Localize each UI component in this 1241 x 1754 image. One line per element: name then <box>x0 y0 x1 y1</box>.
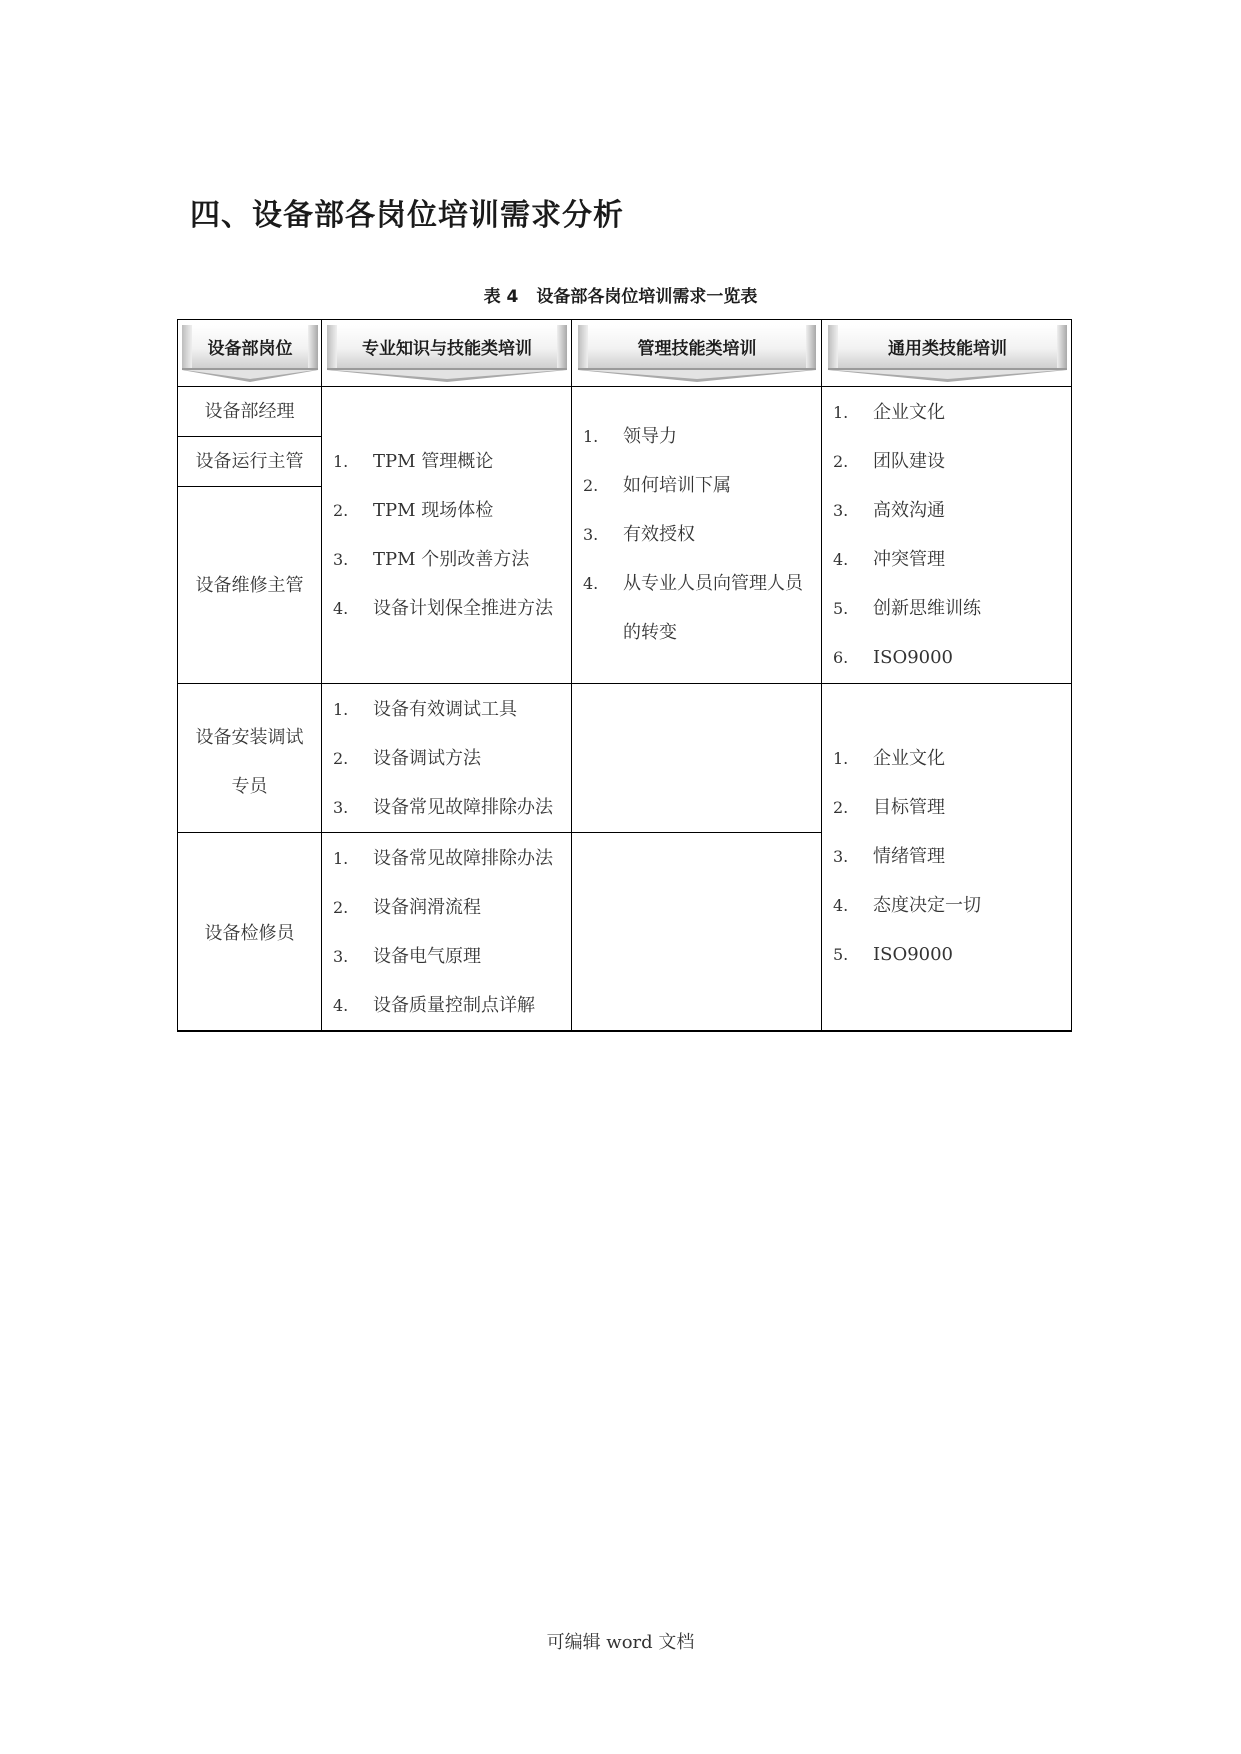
list-item: 4. 设备质量控制点详解 <box>333 995 535 1016</box>
table-caption <box>0 282 1241 307</box>
page-heading: 四、设备部各岗位培训需求分析 <box>190 198 624 233</box>
general-list-group1 <box>833 388 981 682</box>
header-general-label: 通用类技能培训 <box>888 339 1007 359</box>
list-item: 3. 高效沟通 <box>833 500 945 521</box>
row-divider <box>178 683 1071 684</box>
table-number: 表 4 <box>483 287 519 307</box>
professional-list-group1 <box>333 437 553 633</box>
position-install-line2: 专员 <box>231 776 268 797</box>
header-general <box>828 325 1067 384</box>
header-management-label: 管理技能类培训 <box>637 339 757 359</box>
list-item: 2. 目标管理 <box>833 797 945 818</box>
header-position <box>182 325 318 384</box>
list-item: 4. 设备计划保全推进方法 <box>333 598 553 619</box>
position-install-line1: 设备安装调试 <box>195 727 304 748</box>
management-list-group1 <box>583 412 803 657</box>
list-item: 的转变 <box>623 622 677 643</box>
list-item: 2. TPM 现场体检 <box>333 500 494 521</box>
list-item: 2. 团队建设 <box>833 451 945 472</box>
list-item: 5. ISO9000 <box>833 944 954 965</box>
list-item: 3. 有效授权 <box>583 524 695 545</box>
professional-list-install <box>333 685 553 832</box>
header-professional <box>327 325 567 384</box>
list-item: 2. 如何培训下属 <box>583 475 731 496</box>
list-item: 2. 设备调试方法 <box>333 748 481 769</box>
list-item: 3. TPM 个别改善方法 <box>333 549 530 570</box>
general-list-group2 <box>833 734 981 979</box>
training-needs-table <box>177 319 1072 1032</box>
list-item: 4. 从专业人员向管理人员 <box>583 573 803 594</box>
header-position-label: 设备部岗位 <box>207 339 293 359</box>
row-divider <box>178 832 821 833</box>
column-divider <box>821 320 822 1030</box>
header-professional-label: 专业知识与技能类培训 <box>362 339 532 359</box>
list-item: 5. 创新思维训练 <box>833 598 981 619</box>
list-item: 2. 设备润滑流程 <box>333 897 481 918</box>
list-item: 1. 设备有效调试工具 <box>333 699 517 720</box>
position-manager: 设备部经理 <box>204 401 295 422</box>
table-title: 设备部各岗位培训需求一览表 <box>536 287 758 307</box>
position-ops-supervisor: 设备运行主管 <box>195 451 304 472</box>
list-item: 4. 冲突管理 <box>833 549 945 570</box>
list-item: 1. 领导力 <box>583 426 677 447</box>
list-item: 3. 情绪管理 <box>833 846 945 867</box>
list-item: 4. 态度决定一切 <box>833 895 981 916</box>
list-item: 1. TPM 管理概论 <box>333 451 494 472</box>
professional-list-inspector <box>333 834 553 1030</box>
list-item: 1. 设备常见故障排除办法 <box>333 848 553 869</box>
column-divider <box>571 320 572 1030</box>
position-inspector: 设备检修员 <box>204 923 295 944</box>
page-footer: 可编辑 word 文档 <box>546 1632 695 1653</box>
header-management <box>578 325 816 384</box>
list-item: 1. 企业文化 <box>833 748 945 769</box>
position-maint-supervisor: 设备维修主管 <box>195 575 304 596</box>
row-divider <box>178 486 321 487</box>
column-divider <box>321 320 322 1030</box>
list-item: 1. 企业文化 <box>833 402 945 423</box>
list-item: 3. 设备常见故障排除办法 <box>333 797 553 818</box>
list-item: 3. 设备电气原理 <box>333 946 481 967</box>
list-item: 6. ISO9000 <box>833 647 954 668</box>
